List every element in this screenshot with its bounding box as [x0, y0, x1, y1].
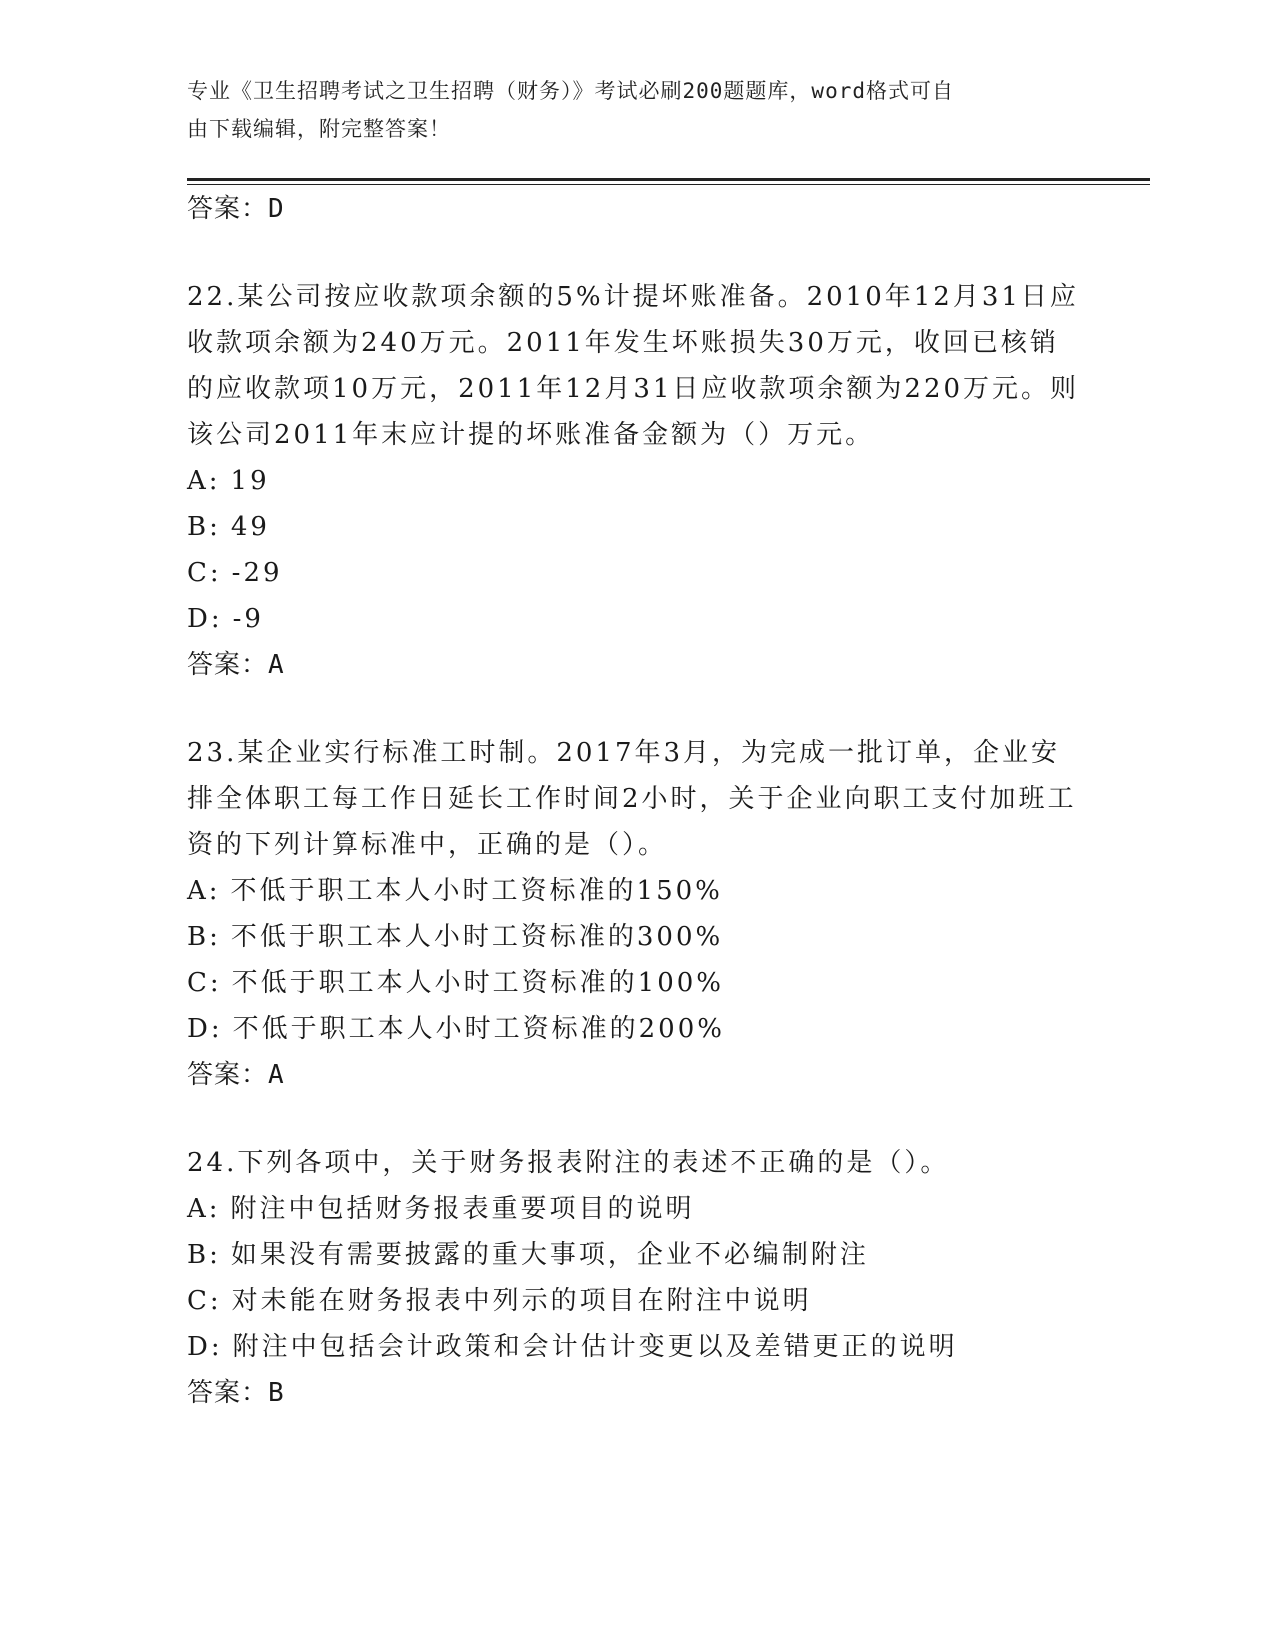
option-text: 不低于职工本人小时工资标准的100%	[231, 968, 724, 998]
option-a	[187, 868, 1087, 914]
answer-label: 答案：	[187, 1378, 269, 1408]
option-letter: D:	[187, 604, 223, 634]
answer-label: 答案：	[187, 650, 269, 680]
answer-line	[187, 642, 1087, 688]
option-c	[187, 550, 1087, 596]
option-letter: C:	[187, 1286, 222, 1316]
option-text: 49	[230, 512, 270, 542]
option-text: 不低于职工本人小时工资标准的200%	[232, 1014, 725, 1044]
option-text: 附注中包括会计政策和会计估计变更以及差错更正的说明	[232, 1332, 958, 1362]
option-letter: A:	[187, 1194, 221, 1224]
option-text: 不低于职工本人小时工资标准的300%	[230, 922, 724, 952]
question-stem: 24.下列各项中，关于财务报表附注的表述不正确的是（）。	[187, 1148, 950, 1178]
answer-value: A	[268, 650, 285, 680]
answer-line	[187, 1370, 1087, 1416]
option-b	[187, 1232, 1087, 1278]
option-letter: A:	[187, 466, 221, 496]
option-letter: C:	[187, 558, 222, 588]
answer-value: B	[268, 1378, 285, 1408]
option-a	[187, 1186, 1087, 1232]
option-text: 附注中包括财务报表重要项目的说明	[230, 1194, 695, 1224]
option-text: 对未能在财务报表中列示的项目在附注中说明	[231, 1286, 812, 1316]
option-c	[187, 1278, 1087, 1324]
answer-label: 答案：	[187, 1060, 269, 1090]
option-text: 不低于职工本人小时工资标准的150%	[230, 876, 723, 906]
option-c	[187, 960, 1087, 1006]
option-letter: C:	[187, 968, 222, 998]
answer-label: 答案：	[187, 194, 269, 224]
option-letter: B:	[187, 922, 221, 952]
answer-line	[187, 1052, 1087, 1098]
option-d	[187, 596, 1087, 642]
header-line-1: 专业《卫生招聘考试之卫生招聘（财务）》考试必刷200题题库，word格式可自	[187, 79, 954, 103]
option-letter: A:	[187, 876, 221, 906]
document-body	[187, 186, 1087, 1416]
option-letter: B:	[187, 512, 221, 542]
option-a	[187, 458, 1087, 504]
option-d	[187, 1324, 1087, 1370]
option-text: 如果没有需要披露的重大事项，企业不必编制附注	[230, 1240, 869, 1270]
option-text: 19	[230, 466, 270, 496]
question-stem: 22.某公司按应收款项余额的5%计提坏账准备。2010年12月31日应收款项余额为240万元。2011年发生坏账损失30万元，收回已核销的应收款项10万元，2011年12月31日应收款项余额为220万元。则该公司2011年末应计提的坏账准备金额为（）万元。	[187, 282, 1080, 450]
answer-value: D	[268, 194, 285, 224]
question-24	[187, 1140, 1087, 1416]
question-stem: 23.某企业实行标准工时制。2017年3月，为完成一批订单，企业安排全体职工每工作日延长工作时间2小时，关于企业向职工支付加班工资的下列计算标准中，正确的是（）。	[187, 738, 1077, 860]
page-header	[187, 72, 1067, 148]
option-b	[187, 914, 1087, 960]
option-text: -9	[232, 604, 264, 634]
header-divider-thin	[187, 184, 1150, 185]
answer-line	[187, 186, 1087, 232]
option-text: -29	[231, 558, 283, 588]
option-d	[187, 1006, 1087, 1052]
header-divider	[187, 178, 1150, 181]
option-b	[187, 504, 1087, 550]
question-23	[187, 730, 1087, 1098]
option-letter: B:	[187, 1240, 221, 1270]
option-letter: D:	[187, 1014, 223, 1044]
question-22	[187, 274, 1087, 688]
option-letter: D:	[187, 1332, 223, 1362]
header-line-2: 由下载编辑，附完整答案！	[187, 117, 451, 141]
answer-value: A	[268, 1060, 285, 1090]
